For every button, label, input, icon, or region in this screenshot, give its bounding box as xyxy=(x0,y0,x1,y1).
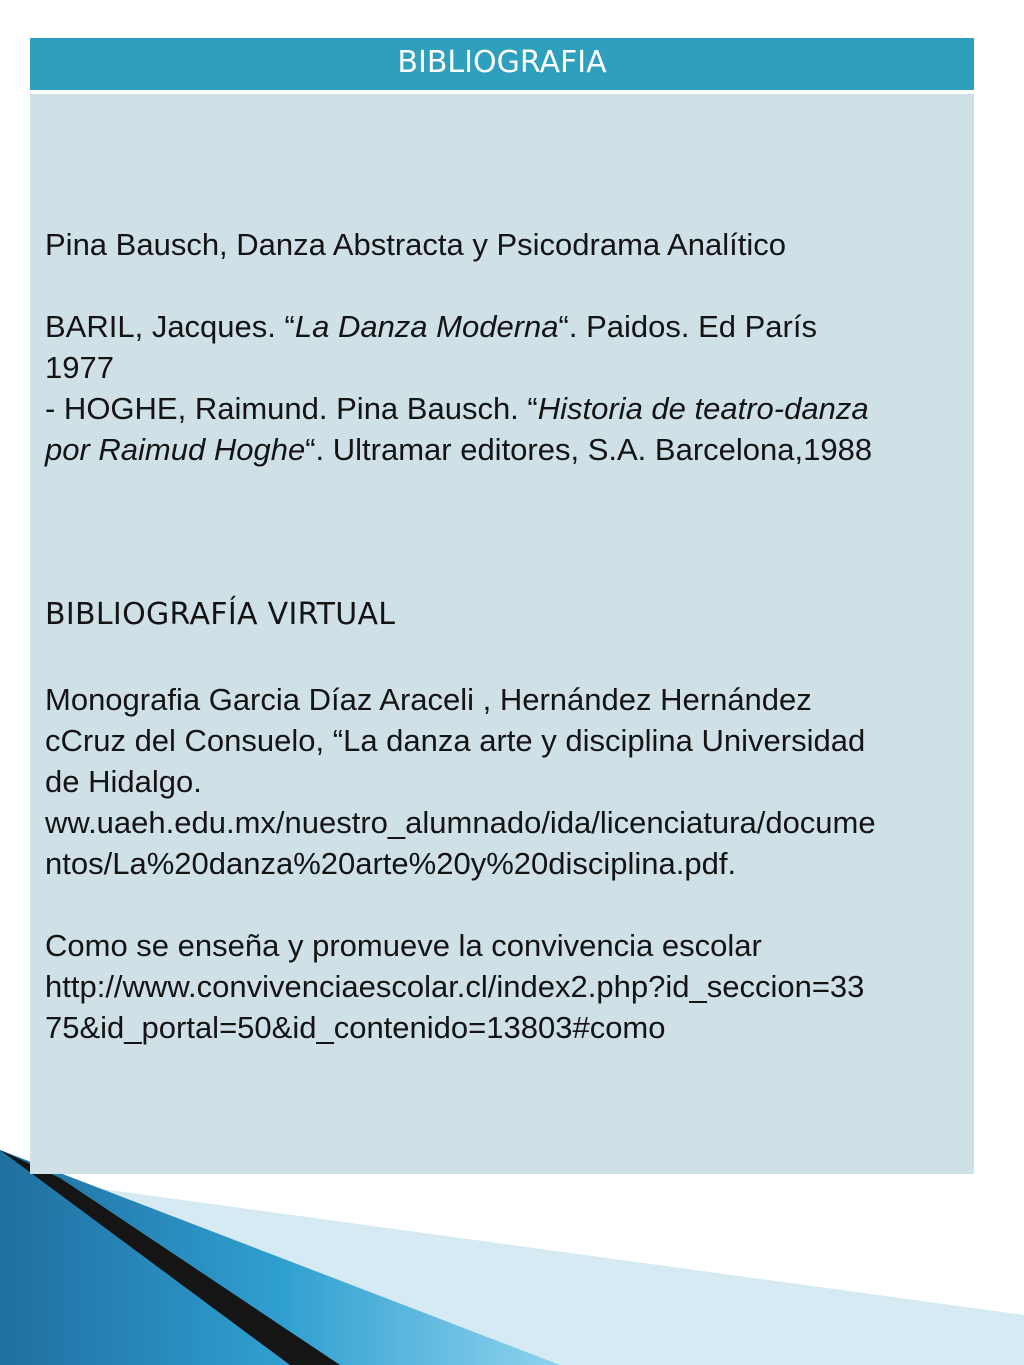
monografia-line2: cCruz del Consuelo, “La danza arte y disciplina Universidad xyxy=(45,723,866,758)
monografia-url-1[interactable]: ww.uaeh.edu.mx/nuestro_alumnado/ida/licenciatura/docume xyxy=(45,805,876,840)
convivencia-title: Como se enseña y promueve la convivencia escolar xyxy=(45,928,762,963)
ref-hoghe-line1 xyxy=(45,388,869,429)
ref-hoghe-title-2: por Raimud Hoghe xyxy=(45,432,306,467)
ref-baril-prefix: BARIL, Jacques. “ xyxy=(45,309,295,344)
ref-baril-suffix: “. Paidos. Ed París xyxy=(558,309,817,344)
bibliography-table xyxy=(30,38,974,1174)
table-body xyxy=(30,94,974,1174)
monografia-url-2[interactable]: ntos/La%20danza%20arte%20y%20disciplina.pdf. xyxy=(45,846,737,881)
ref-baril-year: 1977 xyxy=(45,350,114,385)
table-header xyxy=(30,38,974,94)
convivencia-url-2[interactable]: 75&id_portal=50&id_contenido=13803#como xyxy=(45,1010,666,1045)
convivencia-url-1[interactable]: http://www.convivenciaescolar.cl/index2.php?id_seccion=33 xyxy=(45,969,865,1004)
topic-line: Pina Bausch, Danza Abstracta y Psicodrama Analítico xyxy=(45,227,786,262)
virtual-section-title: BIBLIOGRAFÍA VIRTUAL xyxy=(45,597,396,632)
monografia-line3: de Hidalgo. xyxy=(45,764,202,799)
ref-hoghe-prefix: - HOGHE, Raimund. Pina Bausch. “ xyxy=(45,391,538,426)
ref-hoghe-line2 xyxy=(45,429,872,470)
ref-baril-title: La Danza Moderna xyxy=(294,309,559,344)
ref-hoghe-suffix: “. Ultramar editores, S.A. Barcelona,1988 xyxy=(305,432,873,467)
monografia-line1: Monografia Garcia Díaz Araceli , Hernández Hernández xyxy=(45,682,812,717)
header-title: BIBLIOGRAFIA xyxy=(397,45,607,80)
ref-hoghe-title-1: Historia de teatro-danza xyxy=(537,391,869,426)
ref-baril xyxy=(45,306,817,347)
